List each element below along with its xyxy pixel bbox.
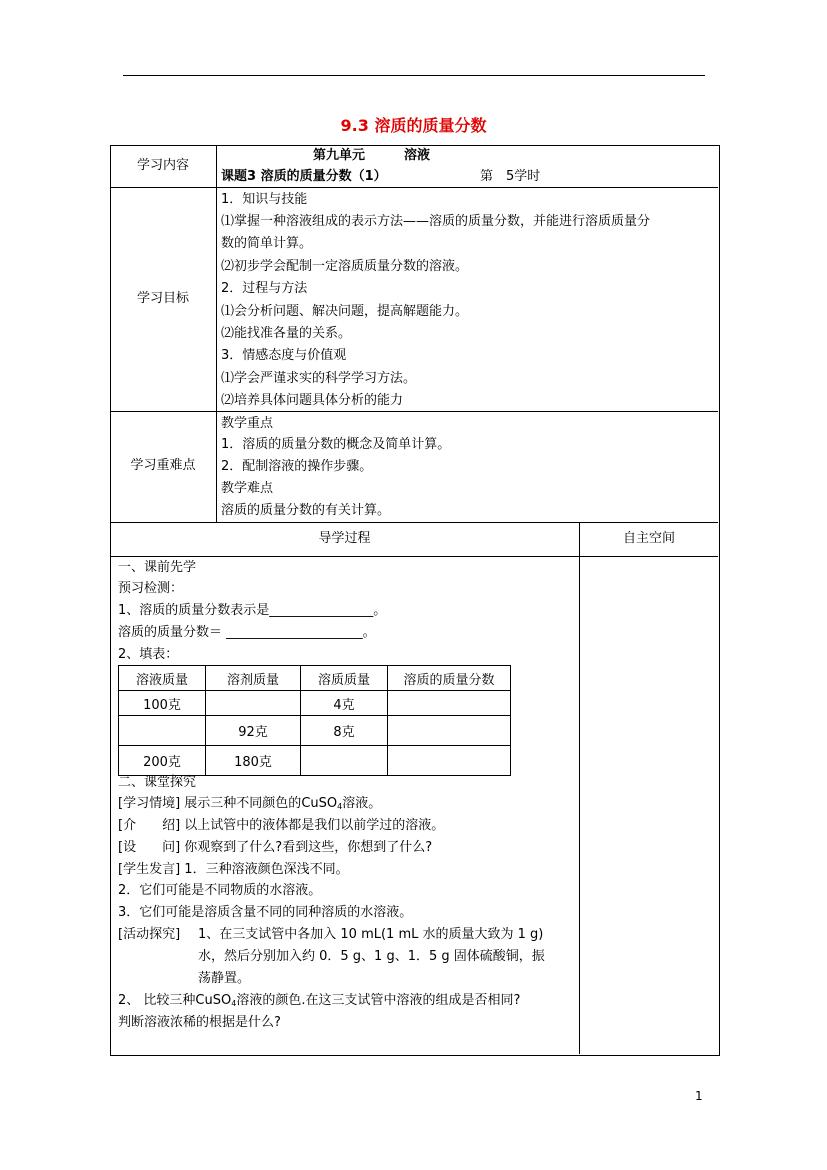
table-row [119,666,511,691]
question-tag: [设 问] [118,840,181,855]
lesson-period: 第 5学时 [480,169,541,184]
table-cell [301,746,388,776]
question-line [118,840,432,856]
activity2-text-end: 溶液的颜色.在这三支试管中溶液的组成是否相同? [236,993,521,1008]
objective-line: ⑴掌握一种溶液组成的表示方法——溶质的质量分数，并能进行溶质质量分 [221,214,651,229]
section2-heading: 二、课堂探究 [118,775,197,790]
document-title: 9.3 溶质的质量分数 [340,116,487,135]
key-point-line: 教学重点 [221,416,274,431]
cuso4-formula: CuSO [195,993,232,1008]
unit-title: 第九单元 溶液 [313,148,431,163]
objective-line: ⑴学会严谨求实的科学学习方法。 [221,371,417,386]
intro-text: 以上试管中的液体都是我们以前学过的溶液。 [184,818,445,833]
objective-line: ⑵能找准各量的关系。 [221,326,352,341]
table-cell [388,691,511,716]
table-cell: 100克 [119,691,206,716]
objective-line: 2．过程与方法 [221,281,308,296]
intro-line [118,818,444,834]
table-cell: 8克 [301,716,388,746]
cuso4-subscript: 4 [337,802,343,811]
table-header-cell: 溶液质量 [119,666,206,691]
table-cell [206,691,301,716]
section1-heading: 一、课前先学 [118,560,197,575]
cuso4-subscript: 4 [231,999,237,1008]
key-point-line: 溶质的质量分数的有关计算。 [221,503,391,518]
objective-line: ⑴会分析问题、解决问题，提高解题能力。 [221,304,469,319]
space-header: 自主空间 [622,531,675,546]
speech-text: 1．三种溶液颜色深浅不同。 [184,862,349,877]
page-number: 1 [695,1089,703,1103]
table-header-cell: 溶质的质量分数 [388,666,511,691]
cuso4-formula: CuSO [301,796,338,811]
lesson-title: 课题3 溶质的质量分数（1） [221,169,387,184]
table-cell [119,716,206,746]
table-row [119,716,511,746]
objective-line: 3．情感态度与价值观 [221,348,347,363]
key-point-line: 教学难点 [221,481,274,496]
header-label: 学习内容 [136,158,189,173]
intro-tag: [介 绍] [118,818,181,833]
situation-line [118,796,381,815]
activity-line: 水，然后分别加入约 0．5 g、1 g、1．5 g 固体硫酸铜，振 [198,949,545,964]
table-header-cell: 溶剂质量 [206,666,301,691]
column-divider [579,522,580,1054]
objective-line: ⑵初步学会配制一定溶质质量分数的溶液。 [221,259,469,274]
row-divider [110,522,718,523]
table-cell: 92克 [206,716,301,746]
table-row [119,746,511,776]
row-divider [110,556,718,557]
objective-line: 数的简单计算。 [221,236,313,251]
speech-line: 2．它们可能是不同物质的水溶液。 [118,883,322,898]
objective-line: ⑵培养具体问题具体分析的能力 [221,393,404,408]
table-row [119,691,511,716]
key-point-line: 2．配制溶液的操作步骤。 [221,459,373,474]
table-cell [388,746,511,776]
table-cell: 4克 [301,691,388,716]
question-text: 你观察到了什么?看到这些，你想到了什么? [184,840,433,855]
objective-line: 1．知识与技能 [221,192,308,207]
situation-tag: [学习情境] [118,796,181,811]
section1-sub: 预习检测： [118,581,184,596]
table-header-cell: 溶质质量 [301,666,388,691]
section1-question: 溶质的质量分数＝ _____________________。 [118,625,376,640]
key-points-label: 学习重难点 [130,458,196,473]
activity-tag: [活动探究] [118,927,181,942]
column-divider [216,145,217,522]
table-cell: 200克 [119,746,206,776]
fill-table [118,665,511,776]
header-rule [123,75,705,76]
speech-line: 3．它们可能是溶质含量不同的同种溶质的水溶液。 [118,905,413,920]
table-cell: 180克 [206,746,301,776]
speech-line [118,862,349,878]
situation-text-end: 溶液。 [342,796,382,811]
speech-tag: [学生发言] [118,862,181,877]
activity2-text: 2、 比较三种 [118,993,196,1008]
activity-line: 1、在三支试管中各加入 10 mL(1 mL 水的质量大致为 1 g) [198,927,544,942]
table-cell [388,716,511,746]
section1-question: 1、溶质的质量分数表示是________________。 [118,603,387,618]
row-divider [110,187,718,188]
activity2-line [118,993,520,1012]
objectives-label: 学习目标 [136,291,189,306]
activity2-line: 判断溶液浓稀的根据是什么? [118,1015,281,1030]
section1-question: 2、填表： [118,647,179,662]
situation-text: 展示三种不同颜色的 [184,796,302,811]
activity-line: 荡静置。 [198,971,251,986]
row-divider [110,411,718,412]
process-header: 导学过程 [318,531,371,546]
key-point-line: 1．溶质的质量分数的概念及简单计算。 [221,437,451,452]
